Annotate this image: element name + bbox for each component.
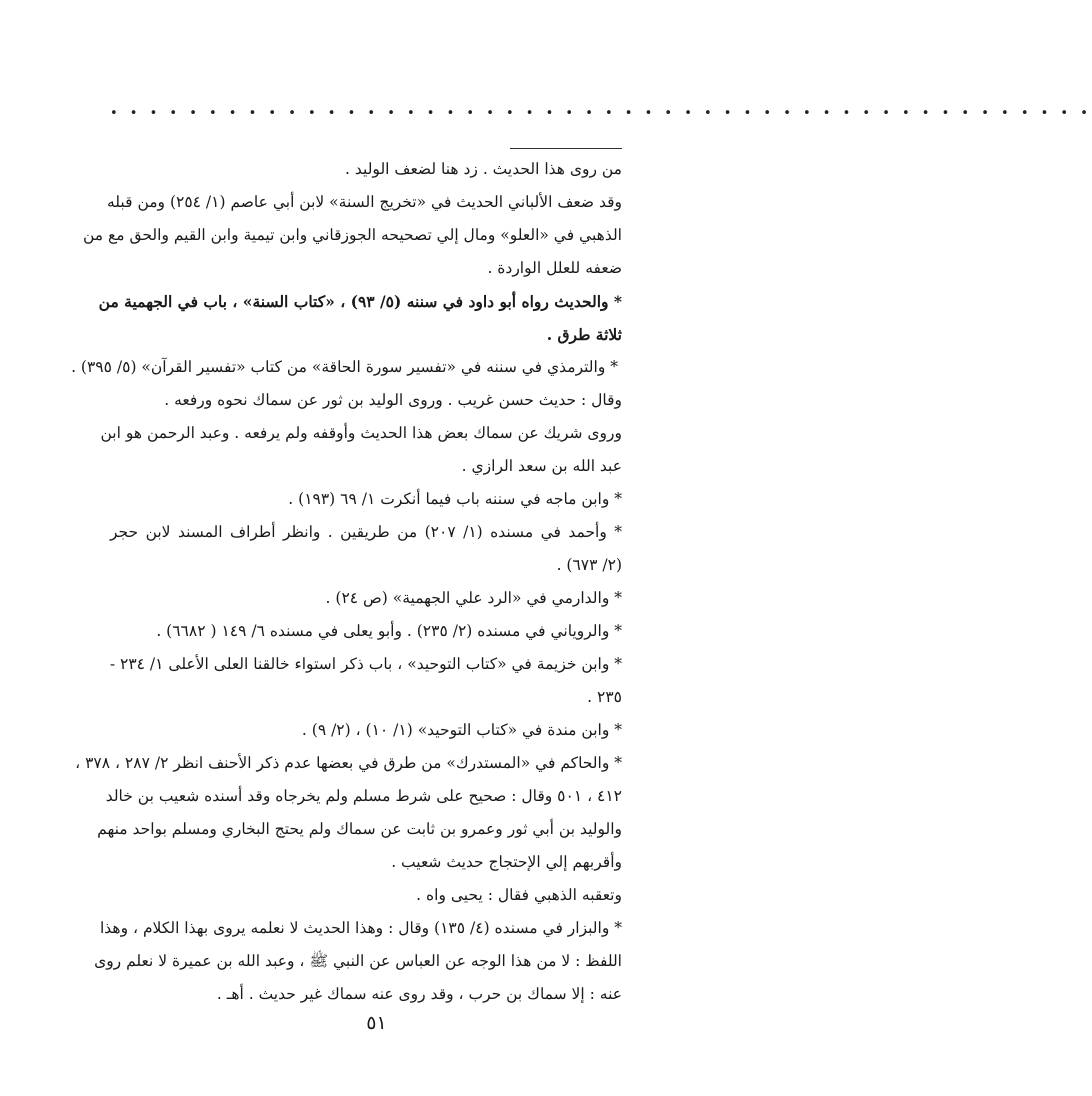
- text-line: * والحاكم في «المستدرك» من طرق في بعضها عدم ذكر الأحنف انظر ٢/ ٢٨٧ ، ٣٧٨ ،: [75, 754, 622, 772]
- footnote-separator: [510, 148, 622, 149]
- page-number: ٥١: [366, 1012, 387, 1034]
- text-line: الذهبي في «العلو» ومال إلي تصحيحه الجوزقاني وابن تيمية وابن القيم والحق مع من: [82, 226, 622, 244]
- text-line: * وابن مندة في «كتاب التوحيد» (١/ ١٠) ، (٢/ ٩) .: [301, 721, 622, 739]
- text-line: ثلاثة طرق .: [546, 325, 622, 344]
- text-line: (٢/ ٦٧٣) .: [556, 556, 622, 574]
- text-line: وقال : حديث حسن غريب . وروى الوليد بن ثور عن سماك نحوه ورفعه .: [164, 391, 622, 409]
- text-line: * والروياني في مسنده (٢/ ٢٣٥) . وأبو يعلى في مسنده ٦/ ١٤٩ ( ٦٦٨٢) .: [156, 622, 622, 640]
- text-line: وروى شريك عن سماك بعض هذا الحديث وأوقفه ولم يرفعه . وعبد الرحمن هو ابن: [100, 424, 622, 442]
- header-dot-rule: • • • • • • • • • • • • • • • • • • • • • • • • • • • • • • • • • • • • • • • • • • • • • • • • • •: [110, 106, 1092, 121]
- text-line: وقد ضعف الألباني الحديث في «تخريج السنة» لابن أبي عاصم (١/ ٢٥٤) ومن قبله: [106, 193, 622, 211]
- text-line: وأقربهم إلي الإحتجاج حديث شعيب .: [391, 853, 622, 871]
- text-line: * وابن ماجه في سننه باب فيما أنكرت ١/ ٦٩ (١٩٣) .: [288, 490, 622, 508]
- text-line: * وأحمد في مسنده (١/ ٢٠٧) من طريقين . وانظر أطراف المسند لابن حجر: [110, 523, 622, 541]
- text-line: اللفظ : لا من هذا الوجه عن العباس عن النبي ﷺ ، وعبد الله بن عميرة لا نعلم روى: [94, 952, 622, 970]
- text-line: ٤١٢ ، ٥٠١ وقال : صحيح على شرط مسلم ولم يخرجاه وقد أسنده شعيب بن خالد: [105, 787, 622, 805]
- text-line: عنه : إلا سماك بن حرب ، وقد روى عنه سماك غير حديث . أهـ .: [216, 985, 622, 1003]
- text-line: وتعقبه الذهبي فقال : يحيى واه .: [416, 886, 622, 904]
- text-line: عبد الله بن سعد الرازي .: [461, 457, 622, 475]
- text-line: * والبزار في مسنده (٤/ ١٣٥) وقال : وهذا الحديث لا نعلمه يروى بهذا الكلام ، وهذا: [99, 919, 622, 937]
- text-line: ٢٣٥ .: [587, 688, 622, 706]
- text-line: * والحديث رواه أبو داود في سننه (٥/ ٩٣) ، «كتاب السنة» ، باب في الجهمية من: [98, 292, 622, 311]
- text-line: * وابن خزيمة في «كتاب التوحيد» ، باب ذكر استواء خالقنا العلى الأعلى ١/ ٢٣٤ -: [109, 655, 622, 673]
- text-line: من روى هذا الحديث . زد هنا لضعف الوليد .: [345, 160, 622, 178]
- text-line: * والترمذي في سننه في «تفسير سورة الحاقة» من كتاب «تفسير القرآن» (٥/ ٣٩٥) .: [71, 358, 618, 376]
- text-line: ضعفه للعلل الواردة .: [487, 259, 622, 277]
- footnote-text: [71, 153, 622, 1011]
- text-line: * والدارمي في «الرد علي الجهمية» (ص ٢٤) .: [325, 589, 622, 607]
- text-line: والوليد بن أبي ثور وعمرو بن ثابت عن سماك ولم يحتج البخاري ومسلم بواحد منهم: [97, 820, 622, 838]
